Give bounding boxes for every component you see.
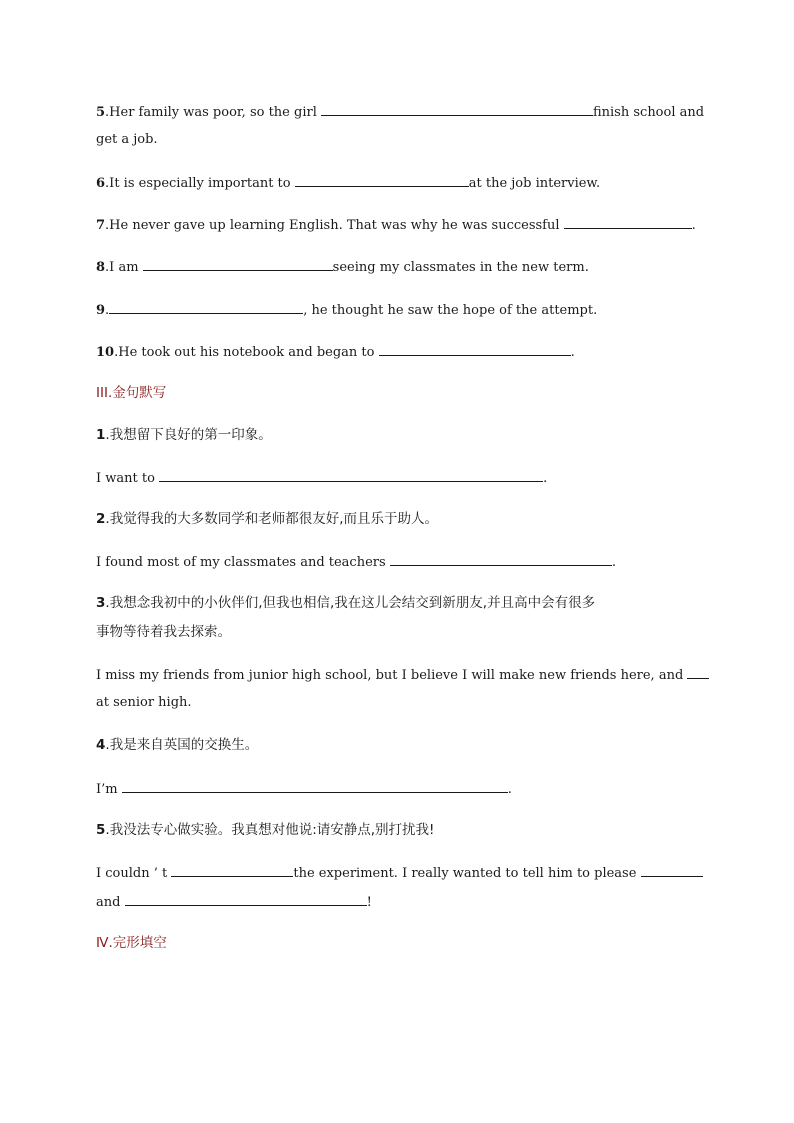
item-text: ! [366, 895, 372, 910]
chinese-prompt: .我没法专心做实验。我真想对他说:请安静点,别打扰我! [105, 822, 435, 838]
item-text: seeing my classmates in the new term. [332, 260, 589, 275]
answer-blank[interactable] [109, 301, 303, 314]
sentence-5-en-cont [96, 893, 372, 911]
answer-blank[interactable] [641, 864, 703, 877]
sentence-2-cn [96, 511, 438, 527]
sentence-1-cn [96, 427, 272, 443]
item-number: 10 [96, 345, 115, 360]
sentence-2-en [96, 553, 616, 571]
sentence-3-en-cont [96, 695, 192, 711]
answer-blank[interactable] [687, 666, 709, 679]
sentence-5-en [96, 864, 703, 882]
chinese-prompt: .我觉得我的大多数同学和老师都很友好,而且乐于助人。 [105, 511, 438, 527]
english-stem: at senior high. [96, 695, 192, 710]
english-stem: I couldn ’ t [96, 866, 172, 881]
item-number: 9 [96, 303, 106, 318]
item-text: . [507, 782, 512, 797]
item-text: at the job interview. [468, 176, 601, 191]
answer-blank[interactable] [122, 780, 508, 793]
answer-blank[interactable] [379, 343, 571, 356]
english-stem: I found most of my classmates and teachers [96, 555, 390, 570]
answer-blank[interactable] [143, 258, 333, 271]
item-text: . [691, 218, 696, 233]
fill-item-9 [96, 301, 597, 319]
english-stem: I’m [96, 782, 122, 797]
item-number: 4 [96, 737, 106, 753]
item-text: . [543, 471, 548, 486]
answer-blank[interactable] [321, 103, 593, 116]
item-text: .It is especially important to [105, 176, 295, 191]
answer-blank[interactable] [159, 469, 543, 482]
item-number: 7 [96, 218, 106, 233]
sentence-1-en [96, 469, 547, 487]
answer-blank[interactable] [125, 893, 367, 906]
fill-item-10 [96, 343, 575, 361]
item-number: 5 [96, 105, 106, 120]
item-text: . [611, 555, 616, 570]
fill-item-5 [96, 103, 705, 121]
answer-blank[interactable] [295, 174, 469, 187]
english-stem: I miss my friends from junior high school, but I believe I will make new friends here, and [96, 668, 688, 683]
sentence-4-en [96, 780, 512, 798]
item-number: 3 [96, 595, 106, 611]
fill-item-7 [96, 216, 696, 234]
section-title: III.金句默写 [96, 385, 167, 401]
item-text: .Her family was poor, so the girl [105, 105, 321, 120]
english-stem: and [96, 895, 125, 910]
sentence-3-en [96, 666, 698, 684]
section-title: Ⅳ.完形填空 [96, 935, 167, 951]
item-number: 8 [96, 260, 106, 275]
answer-blank[interactable] [390, 553, 612, 566]
sentence-5-cn [96, 822, 434, 838]
fill-item-6 [96, 174, 600, 192]
fill-item-5-cont [96, 132, 158, 148]
answer-blank[interactable] [564, 216, 692, 229]
item-text: .I am [105, 260, 143, 275]
english-stem: the experiment. I really wanted to tell him to please [293, 866, 641, 881]
item-text: . [105, 303, 110, 318]
answer-blank[interactable] [171, 864, 293, 877]
fill-item-8 [96, 258, 589, 276]
item-text: .He never gave up learning English. That was why he was successful [105, 218, 564, 233]
item-number: 2 [96, 511, 106, 527]
item-text: finish school and [592, 105, 705, 120]
english-stem: I want to [96, 471, 160, 486]
item-number: 6 [96, 176, 106, 191]
sentence-4-cn [96, 737, 258, 753]
sentence-3-cn-cont [96, 624, 231, 640]
item-text: . [570, 345, 575, 360]
chinese-prompt: .我想念我初中的小伙伴们,但我也相信,我在这儿会结交到新朋友,并且高中会有很多 [105, 595, 596, 611]
item-text: .He took out his notebook and began to [114, 345, 379, 360]
sentence-3-cn [96, 595, 595, 611]
chinese-prompt: .我想留下良好的第一印象。 [105, 427, 272, 443]
chinese-prompt: 事物等待着我去探索。 [96, 624, 231, 640]
chinese-prompt: .我是来自英国的交换生。 [105, 737, 259, 753]
item-number: 5 [96, 822, 106, 838]
item-text: get a job. [96, 132, 158, 147]
item-number: 1 [96, 427, 106, 443]
item-text: , he thought he saw the hope of the attempt. [303, 303, 598, 318]
